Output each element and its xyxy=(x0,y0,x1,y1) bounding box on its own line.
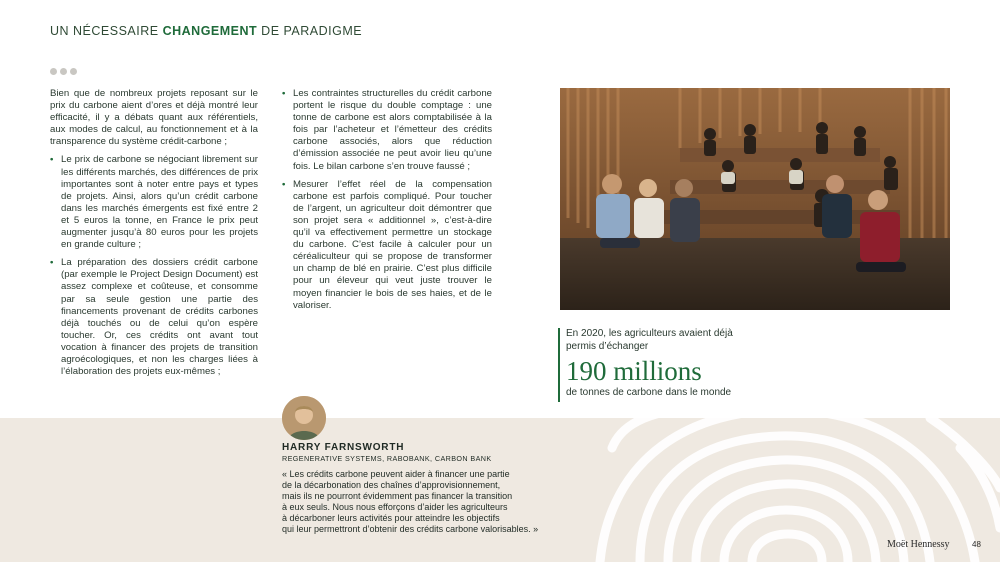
quote-text: « Les crédits carbone peuvent aider à financer une partie de la décarbonation des chaînes d’approvisionnement, mais ils ne pourront évidemment pas financer la transition à eux seuls. Nous nous efforçons d’aider les agriculteurs à décarboner leurs activités pour atteindre les objectifs qui leur permettront d’obtenir des crédits carbone valorisables. » xyxy=(282,469,539,534)
page-title xyxy=(50,24,362,38)
stat-figure: 190 millions xyxy=(566,356,702,386)
page-number: 48 xyxy=(972,540,981,549)
text-column-2 xyxy=(282,88,492,318)
more-dots-icon xyxy=(50,68,77,75)
brand-logo: Moët Hennessy xyxy=(887,539,950,550)
bullet-item: • Mesurer l’effet réel de la compensation carbone est parfois compliqué. Pour toucher de l’argent, un agriculteur doit démontrer que son projet sera « additionnel », c’est-à-dire qu’il va effectivement permettre un stockage du carbone. C’est facile à calculer pour un céréaliculteur qui se propose de transformer un champ de blé en prairie. C’est plus difficile pour un éleveur qui veut juste trouver le moyen financier le bois de ses haies, et de le valoriser. xyxy=(282,179,492,312)
stat-callout xyxy=(558,328,948,398)
stat-accent-bar xyxy=(558,328,560,402)
avatar xyxy=(282,396,326,440)
bullet-item: • La préparation des dossiers crédit carbone (par exemple le Project Design Document) est assez complexe et coûteuse, et consomme par sa seule gestion une partie des financements provenant de crédits carbones déjà touchés ou de celui qu’on espère toucher. Or, ces crédits ont avant tout vocation à financer des projets de transition agroécologiques, et non les charges liées à l’élaboration des projets eux-mêmes ; xyxy=(50,257,258,378)
title-bold: CHANGEMENT xyxy=(162,24,258,38)
bullet-list-1 xyxy=(50,154,258,378)
bullet-item: • Le prix de carbone se négociant librement sur les différents marchés, des différences de prix importantes sont à noter entre pays et types de projets. Ainsi, alors qu’un crédit carbone dans les marchés émergents est fixé entre 2 et 5 euros la tonne, en France le prix peut augmenter jusqu’à 80 euros pour les projets en grande culture ; xyxy=(50,154,258,251)
bullet-list-2 xyxy=(282,88,492,312)
stat-intro: En 2020, les agriculteurs avaient déjà permis d’échanger xyxy=(566,328,733,352)
title-part-2: DE PARADIGME xyxy=(257,24,363,38)
quote-author-name: HARRY FARNSWORTH xyxy=(282,442,405,453)
quote-author-role: REGENERATIVE SYSTEMS, RABOBANK, CARBON BANK xyxy=(282,454,492,463)
text-column-1 xyxy=(50,88,258,384)
bullet-item: • Les contraintes structurelles du crédit carbone portent le risque du double comptage : une tonne de carbone est alors comptabilisée à la fois par l’acheteur et l’émetteur des crédits carbone associés, alors que réduction d’émission associée ne peut avoir lieu qu’une fois. Le bilan carbone s’en trouve faussé ; xyxy=(282,88,492,173)
testimonial-quote xyxy=(282,442,612,535)
intro-paragraph: Bien que de nombreux projets reposant sur le prix du carbone aient d’ores et déjà montré leur efficacité, il y a débats quant aux référentiels, aux modes de calcul, au fonctionnement et à la transparence du système crédit-carbone ; xyxy=(50,88,258,148)
stat-caption: de tonnes de carbone dans le monde xyxy=(566,387,732,398)
title-part-1: UN NÉCESSAIRE xyxy=(50,24,163,38)
conference-photo xyxy=(560,88,950,310)
